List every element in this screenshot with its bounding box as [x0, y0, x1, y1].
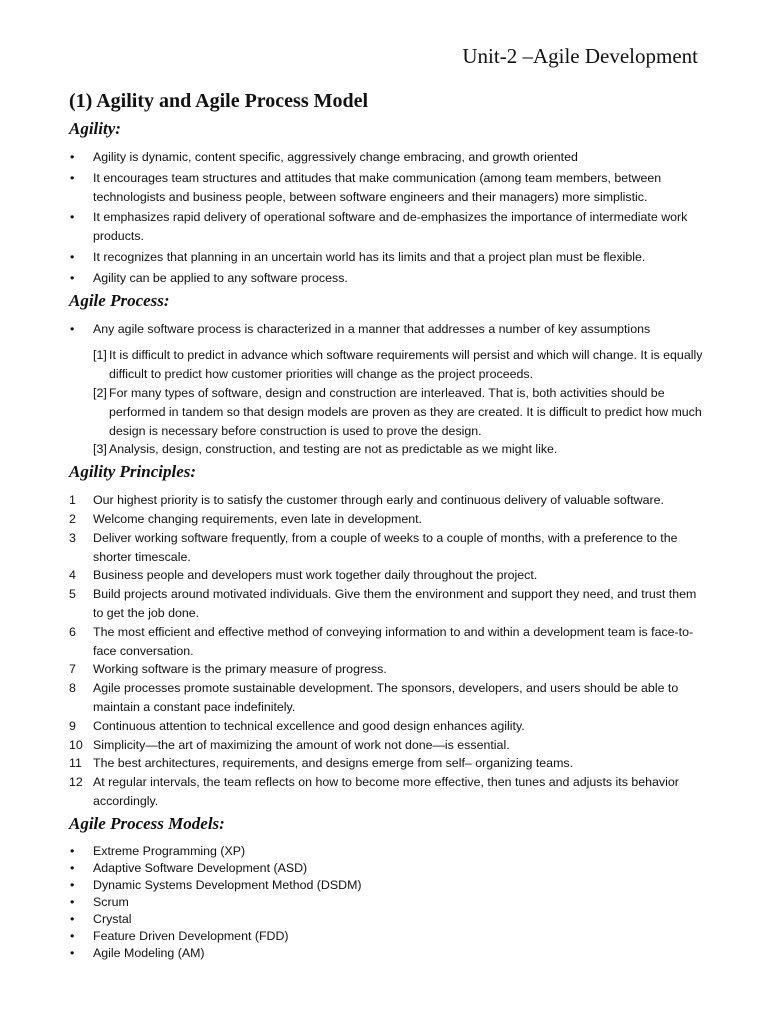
agility-list [69, 148, 709, 288]
bullet-icon: • [70, 249, 75, 264]
list-item: • Feature Driven Development (FDD) [70, 928, 289, 943]
bullet-icon: • [70, 170, 75, 185]
list-item: • Agile Modeling (AM) [70, 945, 205, 960]
document-body [69, 118, 709, 962]
assumption-item: [2] For many types of software, design and construction are interleaved. That is, both activities should be performed in tandem so that design models are proven as they are created. It is difficult to predict how much design is necessary before construction is used to prove the design. [93, 385, 702, 438]
bullet-icon: • [70, 860, 75, 875]
agile-process-heading: Agile Process: [69, 290, 170, 310]
list-item: • Agility is dynamic, content specific, aggressively change embracing, and growth oriented [69, 148, 709, 167]
list-item: • Adaptive Software Development (ASD) [70, 860, 308, 875]
models-list [69, 843, 709, 962]
list-item: 2 Welcome changing requirements, even late in development. [69, 511, 422, 526]
bullet-icon: • [70, 911, 75, 926]
list-item: 8 Agile processes promote sustainable development. The sponsors, developers, and users should be able to maintain a constant pace indefinitely. [69, 681, 679, 714]
assumption-item: [1] It is difficult to predict in advance which software requirements will persist and which will change. It is equally difficult to predict how customer priorities will change as the project proceeds. [93, 348, 703, 382]
bullet-icon: • [70, 321, 75, 336]
bullet-icon: • [70, 270, 75, 285]
principles-list [69, 491, 709, 811]
list-item: 9 Continuous attention to technical excellence and good design enhances agility. [69, 718, 525, 733]
list-item: 10 Simplicity—the art of maximizing the amount of work not done—is essential. [69, 737, 510, 752]
list-item: • It recognizes that planning in an uncertain world has its limits and that a project plan must be flexible. [69, 248, 709, 267]
list-item: 11 The best architectures, requirements, and designs emerge from self– organizing teams. [69, 756, 574, 771]
bullet-icon: • [70, 210, 75, 225]
list-item: • It emphasizes rapid delivery of operational software and de-emphasizes the importance of intermediate work products. [70, 210, 688, 244]
list-item: 4 Business people and developers must work together daily throughout the project. [69, 568, 538, 583]
list-item: • Agility can be applied to any software process. [69, 269, 709, 288]
list-item: • Any agile software process is characterized in a manner that addresses a number of key assumptions [69, 320, 709, 339]
list-item: 7 Working software is the primary measure of progress. [69, 662, 387, 677]
agility-heading: Agility: [69, 119, 121, 138]
list-item: 5 Build projects around motivated individuals. Give them the environment and support they need, and trust them to get the job done. [69, 587, 697, 620]
list-item: • Scrum [70, 894, 129, 909]
list-item: 12 At regular intervals, the team reflects on how to become more effective, then tunes and adjusts its behavior accordingly. [69, 775, 679, 808]
principles-heading: Agility Principles: [69, 462, 197, 482]
bullet-icon: • [70, 945, 75, 960]
list-item: 6 The most efficient and effective method of conveying information to and within a development team is face-to-face conversation. [69, 624, 694, 658]
section-title: (1) Agility and Agile Process Model [69, 90, 369, 112]
bullet-icon: • [70, 150, 75, 164]
assumption-item: [3] Analysis, design, construction, and testing are not as predictable as we might like. [93, 442, 558, 457]
bullet-icon: • [70, 843, 75, 858]
list-item: • Crystal [70, 911, 132, 926]
models-heading: Agile Process Models: [69, 813, 225, 833]
list-item: • Extreme Programming (XP) [70, 843, 246, 858]
bullet-icon: • [70, 877, 75, 892]
agile-process-list [69, 320, 709, 339]
list-item: 3 Deliver working software frequently, from a couple of weeks to a couple of months, with a preference to the shorter timescale. [69, 530, 678, 564]
unit-title: Unit-2 –Agile Development [462, 44, 698, 68]
bullet-icon: • [70, 894, 75, 909]
bullet-icon: • [70, 928, 75, 943]
list-item: 1 Our highest priority is to satisfy the customer through early and continuous delivery of valuable software. [69, 493, 664, 508]
list-item: • It encourages team structures and attitudes that make communication (among team members, between technologists and business people, between software engineers and their managers) more simplistic. [70, 170, 662, 204]
list-item: • Dynamic Systems Development Method (DSDM) [70, 877, 362, 892]
